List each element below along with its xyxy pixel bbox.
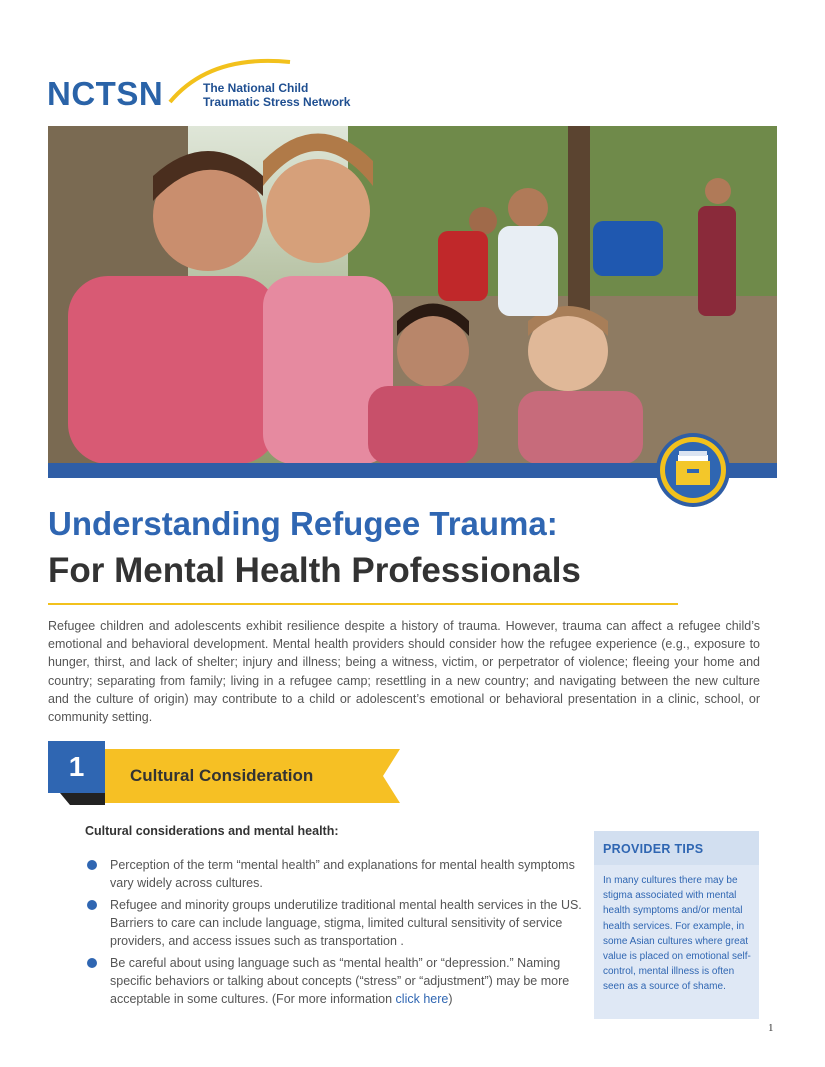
page-number: 1 (768, 1022, 774, 1034)
logo-acronym: NCTSN (47, 75, 164, 112)
logo-name-line-2: Traumatic Stress Network (203, 95, 351, 109)
click-here-link[interactable]: click here (395, 992, 449, 1006)
bullet-icon (87, 860, 97, 870)
title-divider (48, 603, 678, 605)
hero-photo (48, 126, 777, 464)
bullet-icon (87, 958, 97, 968)
section-number: 1 (48, 741, 105, 793)
list-item (110, 954, 590, 1008)
provider-tips-body: In many cultures there may be stigma associated with mental health symptoms and/or mental health services. For example, in some Asian cultures where great value is placed on emotional self-control, mental illness is often seen as a source of shame. (603, 875, 751, 993)
list-item: Refugee and minority groups underutilize traditional mental health services in the US. Barriers to care can include language, stigma, limited cultural sensitivity of service providers, and access issues such as transportation . (110, 898, 582, 948)
bullet-icon (87, 900, 97, 910)
page-title-line-2: For Mental Health Professionals (48, 551, 581, 590)
page-title-line-1: Understanding Refugee Trauma: (48, 505, 558, 542)
provider-tips-title: PROVIDER TIPS (603, 842, 704, 856)
intro-paragraph: Refugee children and adolescents exhibit resilience despite a history of trauma. However, trauma can affect a refugee child’s emotional and behavioral development. Mental health providers should consider how the refugee experience (e.g., exposure to hunger, thirst, and lack of shelter; injury and illness; being a witness, victim, or perpetrator of violence; fleeing your home and country; separating from family; living in a refugee camp; resettling in a new country; and navigating between the new culture and the culture of origin) may contribute to a child or adolescent’s emotional or behavioral presentation in a clinic, school, or community setting. (48, 619, 760, 725)
logo-name-line-1: The National Child (203, 81, 309, 95)
file-box-icon (654, 431, 732, 509)
list-item-closing: ) (448, 992, 453, 1006)
list-item-text: Be careful about using language such as “mental health” or “depression.” Naming specific behaviors or talking about concepts (“stress” or “adjustment”) may be more acceptable in some cultures. (For more information (110, 956, 570, 1006)
list-heading: Cultural considerations and mental health: (85, 824, 339, 838)
list-item: Perception of the term “mental health” and explanations for mental health symptoms vary widely across cultures. (110, 858, 575, 890)
section-title: Cultural Consideration (130, 766, 314, 785)
